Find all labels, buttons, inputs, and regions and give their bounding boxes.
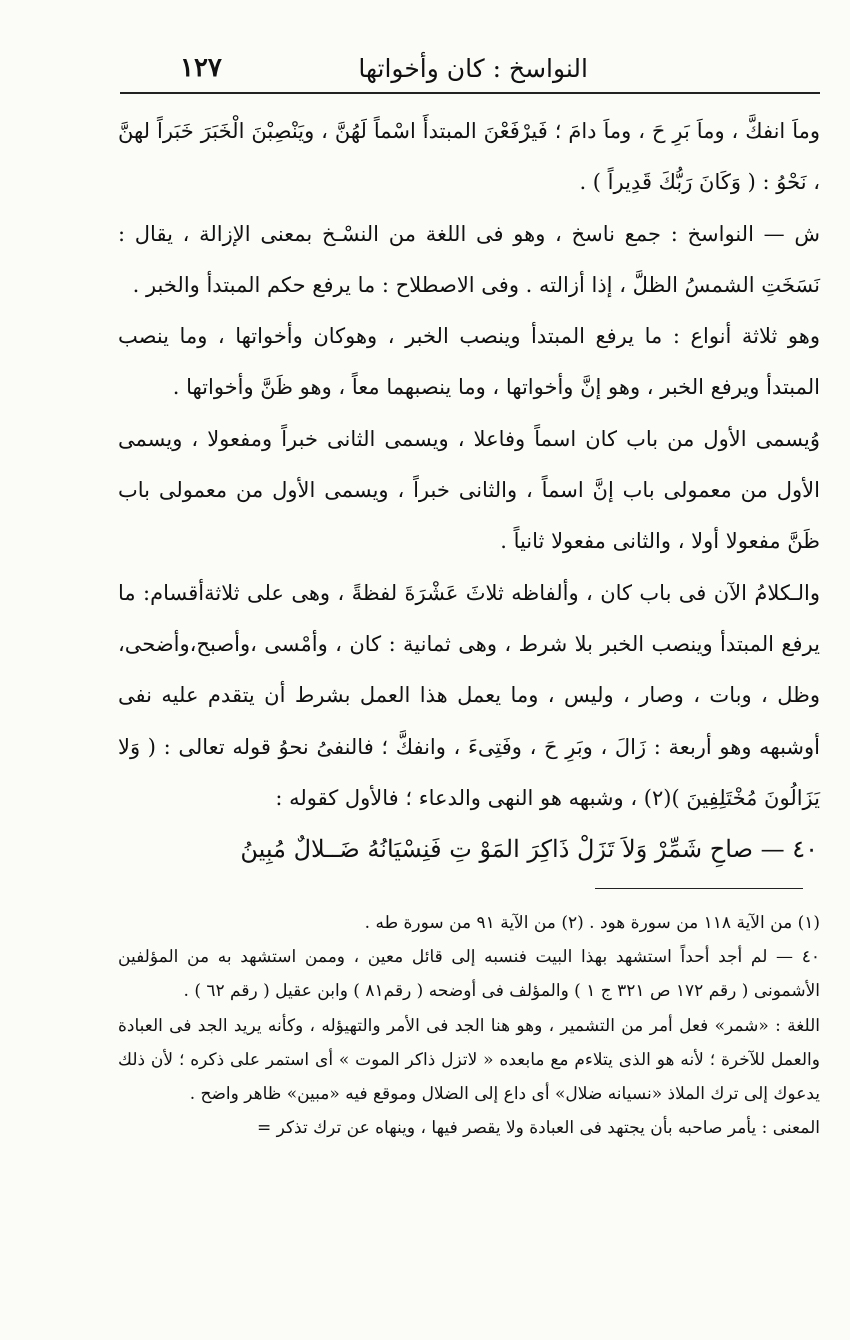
poetry-verse: ٤٠ — صاحِ شَمِّرْ وَلاَ تَزَلْ ذَاكِرَ المَوْ تِ فَنِسْيَانُهُ ضَــلالٌ مُبِينُ — [240, 835, 818, 864]
footnotes — [118, 906, 820, 1145]
paragraph-types: وهو ثلاثة أنواع : ما يرفع المبتدأ وينصب الخبر ، وهوكان وأخواتها ، وما ينصب المبتدأ ويرفع الخبر ، وهو إنَّ وأخواتها ، وما ينصبهما معاً ، وهو ظَنَّ وأخواتها . — [118, 324, 820, 400]
footnote-meaning: المعنى : يأمر صاحبه بأن يجتهد فى العبادة ولا يقصر فيها ، وينهاه عن ترك تذكر = — [256, 1118, 820, 1139]
page-header — [120, 44, 820, 94]
footnote-verse-source: ٤٠ — لم أجد أحداً استشهد بهذا البيت فنسبه إلى قائل معين ، وممن استشهد به من المؤلفين الأشمونى ( رقم ١٧٢ ص ٣٢١ ج ١ ) والمؤلف فى أوضحه ( رقم٨١ ) وابن عقيل ( رقم ٦٢ ) . — [118, 947, 820, 1002]
page-number: ١٢٧ — [180, 53, 222, 83]
paragraph-naming: وُيسمى الأول من باب كان اسماً وفاعلا ، ويسمى الثانى خبراً ومفعولا ، ويسمى الأول من معمولى باب إنَّ اسماً ، والثانى خبراً ، ويسمى الأول من معمولى باب ظَنَّ مفعولا أولا ، والثانى مفعولا ثانياً . — [118, 426, 820, 554]
running-title: النواسخ : كان وأخواتها — [358, 53, 588, 83]
paragraph-kana-sections: والـكلامُ الآن فى باب كان ، وألفاظه ثلاثَ عَشْرَةَ لفظةً ، وهى على ثلاثةأقسام: ما يرفع المبتدأ وينصب الخبر بلا شرط ، وهى ثمانية : كان ، وأمْسى ،وأصبح،وأضحى، وظل ، وبات ، وصار ، وليس ، وما يعمل هذا العمل بشرط أن يتقدم عليه نفى أوشبهه وهو أربعة : زَالَ ، وبَرِ حَ ، وفَتِىءَ ، وانفكَّ ؛ فالنفىُ نحوُ قوله تعالى : ( وَلا يَزَالُونَ مُخْتَلِفِينَ )(٢) ، وشبهه هو النهى والدعاء ؛ فالأول كقوله : — [118, 580, 820, 810]
paragraph-definition: ش — النواسخ : جمع ناسخ ، وهو فى اللغة من النسْـخ بمعنى الإزالة ، يقال : نَسَخَتِ الشمسُ الظلَّ ، إذا أزالته . وفى الاصطلاح : ما يرفع حكم المبتدأ والخبر . — [118, 221, 820, 297]
footnote-language: اللغة : «شمر» فعل أمر من التشمير ، وهو هنا الجد فى الأمر والتهيؤله ، وكأنه يريد الجد فى العبادة والعمل للآخرة ؛ لأنه هو الذى يتلاءم مع مابعده « لاتزل ذاكر الموت » أى استمر على ذكره ؛ لأن ذلك يدعوك إلى ترك الملاذ «نسيانه ضلال» أى داع إلى الضلال وموقع فيه «مبين» ظاهر واضح . — [118, 1015, 820, 1105]
main-text — [118, 106, 820, 875]
footnote-references: (١) من الآية ١١٨ من سورة هود . (٢) من الآية ٩١ من سورة طه . — [364, 913, 820, 933]
paragraph-matn: وماَ انفكَّ ، وماَ بَرِ حَ ، وماَ دامَ ؛ فَيرْفَعْنَ المبتدأَ اسْماً لَهُنَّ ، ويَنْصِبْنَ الْخَبَرَ خَبَراً لهنَّ ، نَحْوُ : ( وَكَانَ رَبُّكَ قَدِيراً ) . — [118, 119, 820, 195]
footnote-divider — [595, 888, 803, 889]
